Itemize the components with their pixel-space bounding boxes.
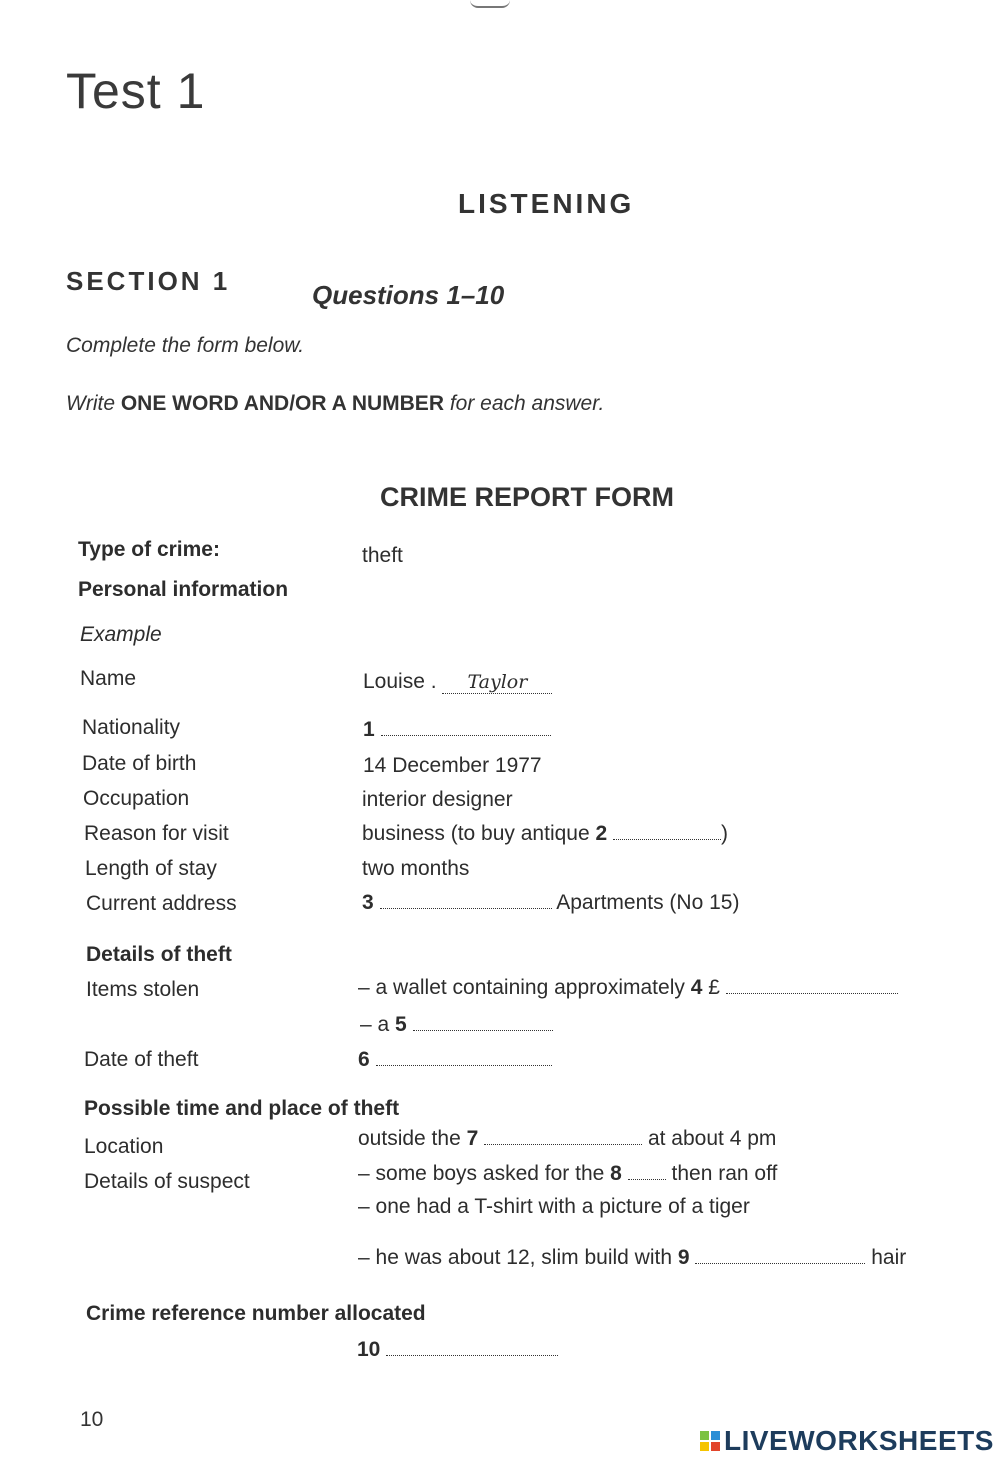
section-number: SECTION 1 [66, 266, 231, 296]
date-theft-label: Date of theft [84, 1048, 199, 1071]
name-first: Louise . [363, 670, 437, 693]
suspect-line-2: – one had a T-shirt with a picture of a tiger [358, 1195, 750, 1218]
crime-ref-answer[interactable] [357, 1338, 558, 1362]
address-post: Apartments (No 15) [551, 891, 740, 914]
q7-number: 7 [466, 1127, 479, 1150]
section-heading: LISTENING [458, 188, 635, 219]
instruction-write [66, 392, 604, 416]
possible-heading: Possible time and place of theft [84, 1097, 400, 1120]
liveworksheets-logo[interactable] [700, 1424, 994, 1458]
form-title: CRIME REPORT FORM [380, 482, 674, 512]
q4-number: 4 [690, 976, 703, 999]
test-title: Test 1 [66, 63, 206, 119]
length-value: two months [362, 857, 470, 880]
q8-number: 8 [610, 1162, 622, 1185]
reason-pre: business (to buy antique [362, 822, 596, 845]
instruction-write-post: for each answer. [443, 392, 605, 415]
q2-number: 2 [595, 822, 608, 845]
liveworksheets-logo-text: LIVEWORKSHEETS [724, 1425, 994, 1456]
q6-blank[interactable] [376, 1051, 552, 1066]
occupation-value: interior designer [362, 788, 513, 811]
crime-ref-heading: Crime reference number allocated [86, 1302, 426, 1325]
dob-value: 14 December 1977 [363, 754, 542, 777]
name-value [363, 670, 552, 694]
q3-blank[interactable] [380, 894, 552, 909]
dob-label: Date of birth [82, 752, 197, 775]
questions-range: Questions 1–10 [312, 280, 505, 310]
logo-square-green [700, 1431, 709, 1440]
instruction-write-pre: Write [66, 392, 121, 415]
logo-square-blue [711, 1431, 720, 1440]
q8-blank[interactable] [628, 1165, 666, 1180]
suspect-line-1-post: then ran off [665, 1162, 778, 1185]
page-number: 10 [80, 1408, 104, 1431]
name-label: Name [80, 667, 137, 690]
instruction-write-bold: ONE WORD AND/OR A NUMBER [120, 392, 444, 415]
suspect-line-1-pre: – some boys asked for the [358, 1162, 611, 1185]
name-example-answer: Taylor [442, 671, 552, 694]
address-answer[interactable] [362, 891, 739, 915]
logo-square-yellow [700, 1442, 709, 1451]
items-line-1-post: £ [702, 976, 720, 999]
nationality-answer[interactable] [363, 718, 551, 742]
instruction-complete: Complete the form below. [66, 334, 305, 357]
q1-blank[interactable] [381, 721, 551, 736]
q4-blank[interactable] [726, 979, 898, 994]
scan-edge-mark [470, 0, 510, 8]
items-line-2-pre: – a [360, 1013, 396, 1036]
items-line-1-pre: – a wallet containing approximately [358, 976, 691, 999]
reason-post: ) [721, 822, 729, 845]
reason-label: Reason for visit [84, 822, 229, 845]
q5-blank[interactable] [413, 1016, 553, 1031]
date-theft-answer[interactable] [358, 1048, 552, 1072]
q6-number: 6 [358, 1048, 370, 1071]
q7-blank[interactable] [484, 1130, 642, 1145]
length-label: Length of stay [85, 857, 217, 880]
location-pre: outside the [358, 1127, 467, 1150]
personal-info-heading: Personal information [78, 578, 289, 601]
items-line-2[interactable] [360, 1013, 553, 1037]
example-label: Example [80, 623, 162, 646]
suspect-label: Details of suspect [84, 1170, 250, 1193]
occupation-label: Occupation [83, 787, 190, 810]
q5-number: 5 [395, 1013, 407, 1036]
suspect-line-1[interactable] [358, 1162, 777, 1186]
q9-number: 9 [677, 1246, 690, 1269]
type-of-crime-value: theft [362, 544, 403, 567]
address-label: Current address [86, 892, 237, 915]
location-post: at about 4 pm [642, 1127, 777, 1150]
items-label: Items stolen [86, 978, 200, 1001]
q1-number: 1 [363, 718, 375, 741]
q2-blank[interactable] [613, 825, 721, 840]
logo-square-red [711, 1442, 720, 1451]
nationality-label: Nationality [82, 716, 181, 739]
suspect-line-3[interactable] [358, 1246, 906, 1270]
details-heading: Details of theft [86, 943, 232, 966]
suspect-line-3-pre: – he was about 12, slim build with [358, 1246, 678, 1269]
liveworksheets-logo-icon [700, 1431, 720, 1451]
reason-answer[interactable] [362, 822, 728, 846]
items-line-1[interactable] [358, 976, 898, 1000]
q9-blank[interactable] [695, 1249, 865, 1264]
q10-blank[interactable] [386, 1341, 558, 1356]
q3-number: 3 [362, 891, 374, 914]
type-of-crime-label: Type of crime: [78, 538, 220, 561]
suspect-line-3-post: hair [865, 1246, 907, 1269]
location-answer[interactable] [358, 1127, 776, 1151]
q10-number: 10 [357, 1338, 381, 1361]
location-label: Location [84, 1135, 164, 1158]
